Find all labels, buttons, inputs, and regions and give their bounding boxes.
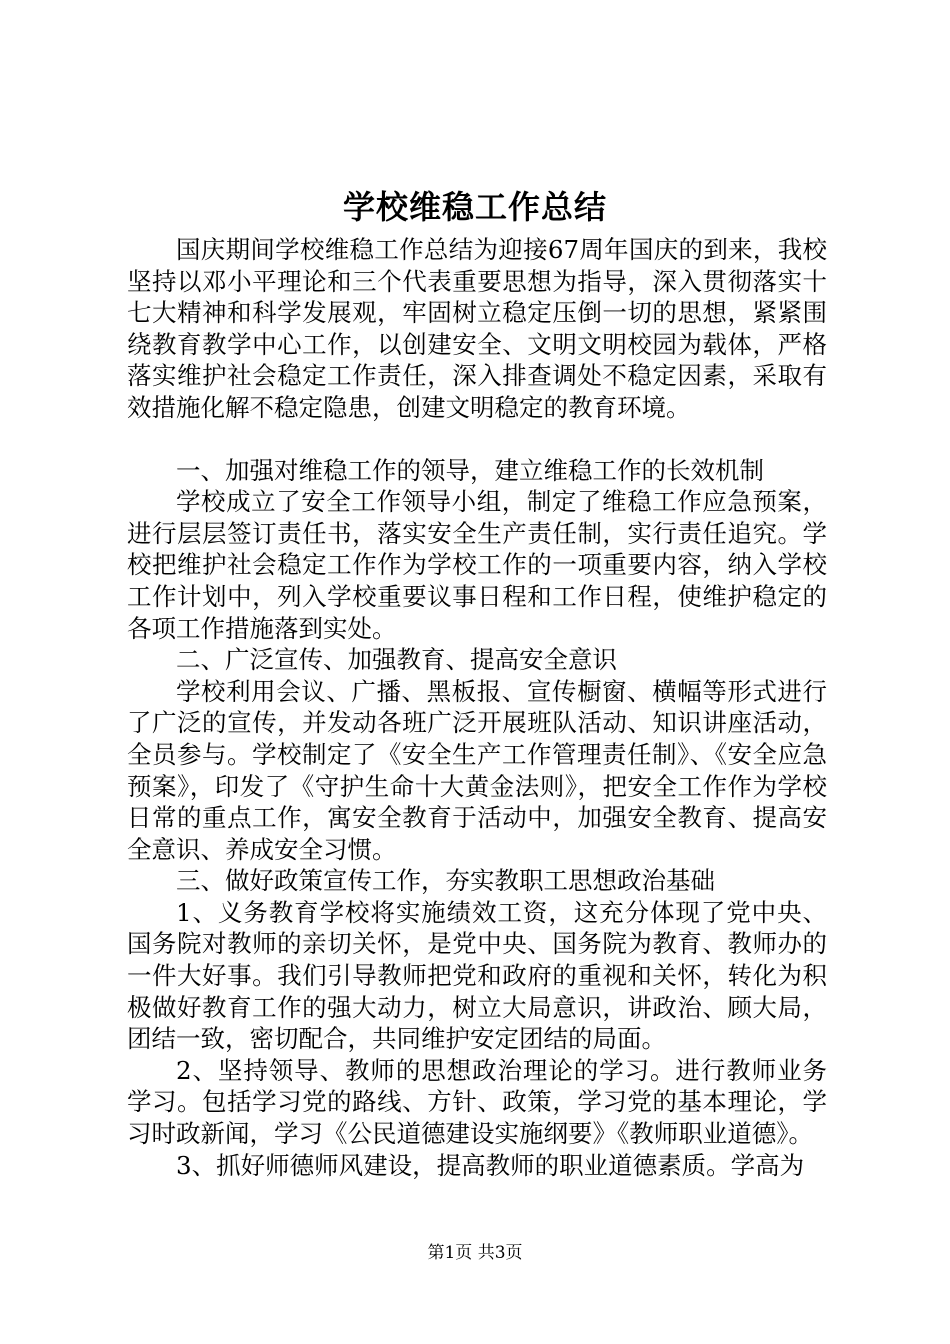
paragraph-section-1: 学校成立了安全工作领导小组，制定了维稳工作应急预案，进行层层签订责任书，落实安全生产责任制，实行责任追究。学校把维护社会稳定工作作为学校工作的一项重要内容，纳入学校工作计划中，列入学校重要议事日程和工作日程，使维护稳定的各项工作措施落到实处。 — [127, 487, 827, 643]
document-body — [127, 234, 827, 1181]
paragraph-item-2: 2、坚持领导、教师的思想政治理论的学习。进行教师业务学习。包括学习党的路线、方针、政策，学习党的基本理论，学习时政新闻，学习《公民道德建设实施纲要》《教师职业道德》。 — [127, 1055, 827, 1149]
section-heading-2: 二、广泛宣传、加强教育、提高安全意识 — [176, 645, 617, 675]
document-title: 学校维稳工作总结 — [342, 188, 607, 226]
section-heading-3: 三、做好政策宣传工作，夯实教职工思想政治基础 — [176, 866, 715, 896]
page-footer: 第1页 共3页 — [427, 1243, 523, 1263]
paragraph-section-2: 学校利用会议、广播、黑板报、宣传橱窗、横幅等形式进行了广泛的宣传，并发动各班广泛开展班队活动、知识讲座活动，全员参与。学校制定了《安全生产工作管理责任制》、《安全应急预案》，印发了《守护生命十大黄金法则》，把安全工作作为学校日常的重点工作，寓安全教育于活动中，加强安全教育、提高安全意识、养成安全习惯。 — [127, 676, 827, 864]
paragraph-item-3: 3、抓好师德师风建设，提高教师的职业道德素质。学高为 — [176, 1150, 805, 1180]
paragraph-item-1: 1、义务教育学校将实施绩效工资，这充分体现了党中央、国务院对教师的亲切关怀，是党中央、国务院为教育、教师办的一件大好事。我们引导教师把党和政府的重视和关怀，转化为积极做好教育工作的强大动力，树立大局意识，讲政治、顾大局，团结一致，密切配合，共同维护安定团结的局面。 — [127, 897, 827, 1054]
paragraph-intro: 国庆期间学校维稳工作总结为迎接67周年国庆的到来，我校坚持以邓小平理论和三个代表重要思想为指导，深入贯彻落实十七大精神和科学发展观，牢固树立稳定压倒一切的思想，紧紧围绕教育教学中心工作，以创建安全、文明文明校园为载体，严格落实维护社会稳定工作责任，深入排查调处不稳定因素，采取有效措施化解不稳定隐患，创建文明稳定的教育环境。 — [127, 235, 827, 422]
section-heading-1: 一、加强对维稳工作的领导，建立维稳工作的长效机制 — [176, 455, 764, 485]
